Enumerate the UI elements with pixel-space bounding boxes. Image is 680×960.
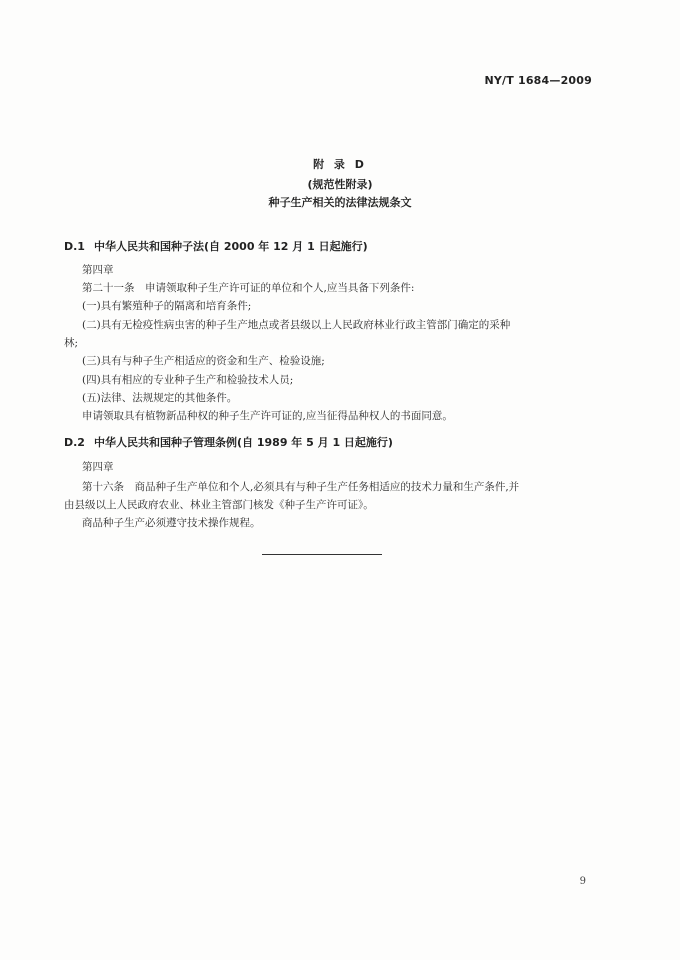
section-heading-d2 xyxy=(64,434,594,450)
section-title: 中华人民共和国种子法(自 2000 年 12 月 1 日起施行) xyxy=(94,240,368,253)
article-line: 林; xyxy=(64,337,79,349)
section-title: 中华人民共和国种子管理条例(自 1989 年 5 月 1 日起施行) xyxy=(94,436,393,449)
article-line: 商品种子生产必须遵守技术操作规程。 xyxy=(82,517,261,529)
section-heading-d1 xyxy=(64,238,594,254)
chapter-label: 第四章 xyxy=(82,264,114,276)
section-number: D.2 xyxy=(64,436,85,449)
article-line: (二)具有无检疫性病虫害的种子生产地点或者县级以上人民政府林业行政主管部门确定的采种 xyxy=(82,319,511,331)
standard-code: NY/T 1684—2009 xyxy=(484,74,592,87)
article-line: (三)具有与种子生产相适应的资金和生产、检验设施; xyxy=(82,355,325,367)
article-line: (一)具有繁殖种子的隔离和培育条件; xyxy=(82,300,252,312)
appendix-title: 种子生产相关的法律法规条文 xyxy=(268,196,412,209)
page-number: 9 xyxy=(579,876,586,887)
article-line: 第二十一条 申请领取种子生产许可证的单位和个人,应当具备下列条件: xyxy=(82,282,415,294)
appendix-type: (规范性附录) xyxy=(307,178,373,191)
article-line: 由县级以上人民政府农业、林业主管部门核发《种子生产许可证》。 xyxy=(64,499,374,511)
article-line: (五)法律、法规规定的其他条件。 xyxy=(82,392,238,404)
appendix-label: 附 录 D xyxy=(313,158,367,171)
article-line: 申请领取具有植物新品种权的种子生产许可证的,应当征得品种权人的书面同意。 xyxy=(82,410,453,422)
chapter-label: 第四章 xyxy=(82,461,114,473)
article-line: (四)具有相应的专业种子生产和检验技术人员; xyxy=(82,374,294,386)
article-line: 第十六条 商品种子生产单位和个人,必须具有与种子生产任务相适应的技术力量和生产条件,并 xyxy=(82,481,520,493)
end-rule xyxy=(262,554,382,555)
section-number: D.1 xyxy=(64,240,85,253)
